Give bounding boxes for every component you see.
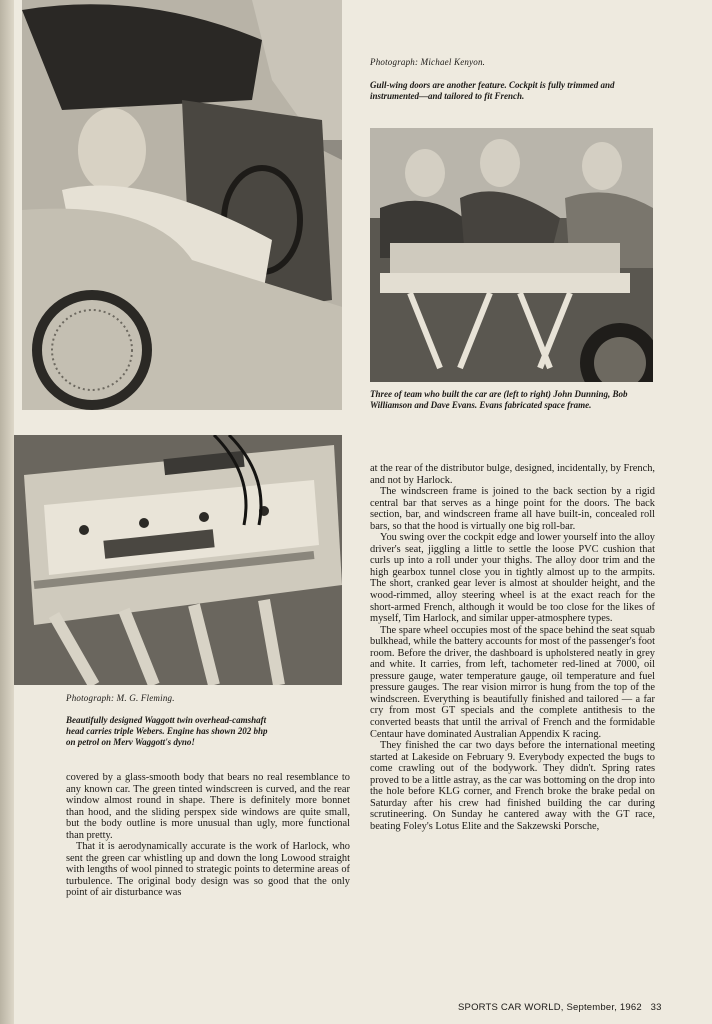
page-spine <box>0 0 14 1024</box>
engine-photo-credit: Photograph: M. G. Fleming. <box>66 693 175 703</box>
engine-photo-caption: Beautifully designed Waggott twin overhead-camshaft head carries triple Webers. Engine has shown 202 bhp on petrol on Merv Waggott's dyno! <box>66 715 268 748</box>
body-paragraph: That it is aerodynamically accurate is the work of Harlock, who sent the green car whistling up and down the long Lowood straight with lengths of wool pinned to strategic points to determine areas of turbulence. The original body design was so good that the only point of air disturbance was <box>66 841 350 899</box>
page-number: 33 <box>650 1002 662 1013</box>
cockpit-photo-caption: Gull-wing doors are another feature. Cockpit is fully trimmed and instrumented—and tailored to fit French. <box>370 80 615 102</box>
body-paragraph: The windscreen frame is joined to the back section by a rigid central bar that serves as a hinge point for the doors. The back section, bar, and windscreen frame all have built-in, concealed roll bars, so that the hood is virtually one big roll-bar. <box>370 486 655 532</box>
left-text-column <box>66 772 350 899</box>
cockpit-photo <box>22 0 342 410</box>
team-photo <box>370 128 653 382</box>
team-photo-caption: Three of team who built the car are (left to right) John Dunning, Bob Williamson and Dave Evans. Evans fabricated space frame. <box>370 389 628 411</box>
magazine-credit: SPORTS CAR WORLD, September, 1962 <box>458 1002 642 1013</box>
body-paragraph: covered by a glass-smooth body that bears no real resemblance to any known car. The green tinted windscreen is curved, and the rear window almost round in shape. There is definitely more bonnet than hood, and the sliding perspex side windows are quite small, but the body outline is more unusual than ugly, more functional than pretty. <box>66 772 350 841</box>
right-text-column <box>370 463 655 833</box>
body-paragraph: They finished the car two days before the international meeting started at Lakeside on February 9. Everybody expected the bugs to come crawling out of the bodywork. They didn't. Spring rates proved to be a little astray, as the car was bottoming on the drop into the hole before KLG corner, and French broke the brake pedal on Saturday after his crew had finished building the car during scrutineering. On Sunday he cantered away with the GT race, beating Foley's Lotus Elite and the Sakzewski Porsche, <box>370 740 655 832</box>
body-paragraph: The spare wheel occupies most of the space behind the seat squab bulkhead, while the battery accounts for most of the passenger's foot room. Before the driver, the dashboard is upholstered neatly in grey and white. It carries, from left, tachometer red-lined at 7000, oil pressure gauge, water temperature gauge, oil temperature and fuel pressure gauges. The rear vision mirror is hung from the top of the windscreen. Everything is beautifully finished and tailored — a far cry from most GT specials and the complete antithesis to the converted beasts that until the arrival of French and the formidable Centaur have dominated Australian Appendix K racing. <box>370 624 655 740</box>
cockpit-photo-credit: Photograph: Michael Kenyon. <box>370 57 486 67</box>
engine-photo <box>14 435 342 685</box>
page-footer <box>458 1002 662 1013</box>
body-paragraph: at the rear of the distributor bulge, designed, incidentally, by French, and not by Harlock. <box>370 463 655 486</box>
body-paragraph: You swing over the cockpit edge and lower yourself into the alloy driver's seat, jiggling a little to settle the loose PVC cushion that curls up into a roll under your thighs. The alloy door trim and the high gearbox tunnel close you in tightly almost up to the armpits. The short, cranked gear lever is almost at shoulder height, and the wood-rimmed, alloy steering wheel is at the exact reach for the short-armed French, although it would be too close for the likes of myself, Tim Harlock, and similar upper-atmosphere types. <box>370 532 655 625</box>
